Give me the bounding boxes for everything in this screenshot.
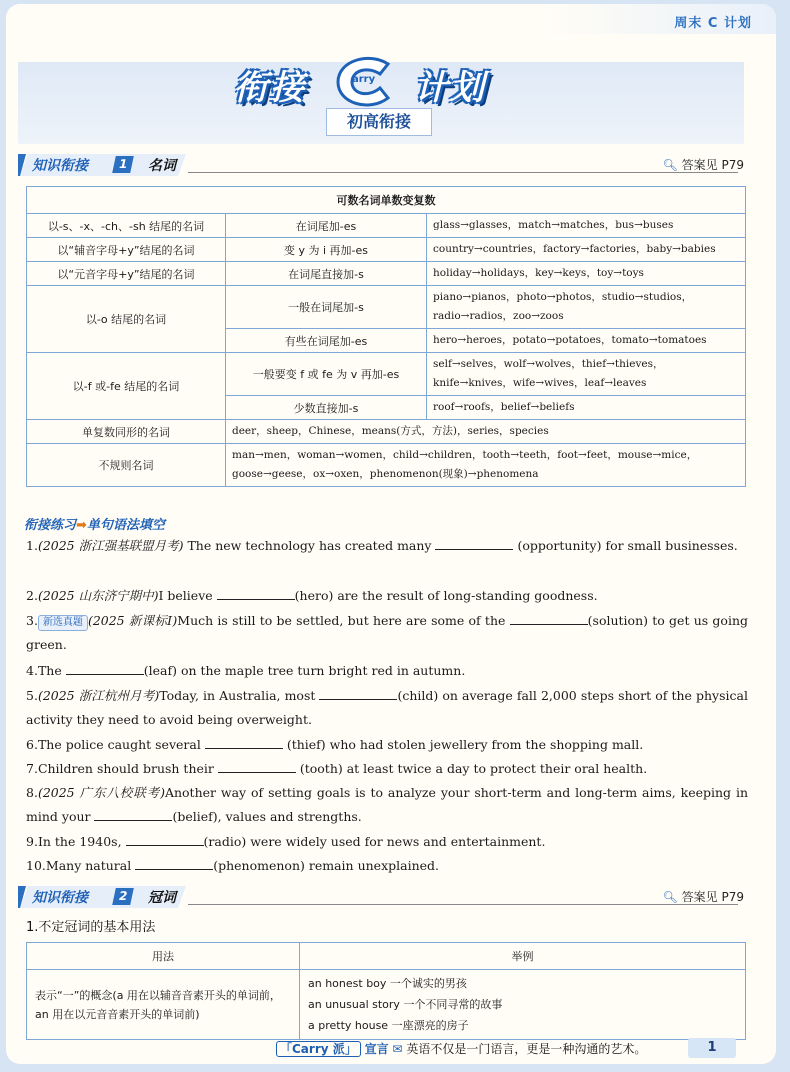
table-row: [27, 286, 746, 329]
logo-left-text: 衔接: [234, 68, 306, 108]
section2-answer: [663, 888, 744, 905]
question-hint: (solution): [587, 613, 648, 628]
question-text: were widely used for news and entertainment.: [250, 834, 546, 849]
table-row: [27, 214, 746, 238]
table-cell: 不规则名词: [27, 444, 226, 487]
table-row: [27, 262, 746, 286]
answer-blank[interactable]: [205, 734, 283, 749]
question-source: (2025 浙江杭州月考): [37, 688, 160, 703]
question-1: [26, 534, 748, 558]
question-number: 2.: [26, 588, 38, 603]
question-source: (2025 山东济宁期中): [37, 588, 159, 603]
question-text: at least twice a day to protect their oral health.: [346, 761, 648, 776]
table-row: [27, 970, 746, 1040]
table-cell: 在词尾加-es: [226, 214, 427, 238]
page: [6, 4, 776, 1064]
logo-carry-text: arry: [352, 74, 376, 85]
example-en: a pretty house: [308, 1019, 389, 1032]
table-cell: [427, 286, 746, 329]
question-hint: (child): [397, 688, 439, 703]
table-cell: deer，sheep，Chinese，means(方式，方法)，series，species: [226, 420, 746, 444]
question-hint: (phenomenon): [213, 858, 305, 873]
question-number: 9.: [26, 834, 38, 849]
section2-answer-text: 答案见 P79: [681, 890, 744, 904]
section1-tag-label: 知识衔接: [32, 158, 88, 174]
table-row: [27, 444, 746, 487]
example-line: [308, 1015, 737, 1036]
usage-cell: 表示“一”的概念(a 用在以辅音音素开头的单词前，an 用在以元音音素开头的单词前): [27, 970, 300, 1040]
question-text: The new technology has created many: [187, 538, 432, 553]
table-cell: hero→heroes，potato→potatoes，tomato→tomatoes: [427, 329, 746, 353]
question-hint: (radio): [203, 834, 247, 849]
section2-tag: [18, 886, 186, 908]
table-cell: 以-f 或-fe 结尾的名词: [27, 353, 226, 420]
question-8: [26, 781, 748, 829]
question-number: 4.: [26, 663, 38, 678]
section1-number: 1: [112, 156, 134, 173]
question-number: 7.: [26, 761, 38, 776]
article-usage-table: [26, 942, 746, 1040]
question-number: 3.: [26, 613, 38, 628]
question-text: on the maple tree turn bright red in autumn.: [180, 663, 466, 678]
exercise-title: [24, 514, 165, 533]
answer-blank[interactable]: [135, 855, 213, 870]
table-cell: 一般要变 f 或 fe 为 v 再加-es: [226, 353, 427, 396]
table-row: [27, 353, 746, 396]
question-text: who had stolen jewellery from the shopping mall.: [329, 737, 644, 752]
question-number: 6.: [26, 737, 38, 752]
table-row: [27, 238, 746, 262]
question-hint: (opportunity): [517, 538, 602, 553]
example-cell: [300, 970, 746, 1040]
cell-line: goose→geese，ox→oxen，phenomenon(现象)→phenomena: [232, 468, 539, 480]
question-10: [26, 854, 748, 878]
page-number: 1: [688, 1038, 736, 1058]
table-cell: 以“辅音字母+y”结尾的名词: [27, 238, 226, 262]
answer-blank[interactable]: [66, 660, 144, 675]
section2-tag-label: 知识衔接: [32, 890, 88, 906]
section1-header: [18, 154, 744, 176]
example-en: an honest boy: [308, 977, 387, 990]
question-9: [26, 830, 748, 854]
table-cell: 在词尾直接加-s: [226, 262, 427, 286]
question-source: (2025 新课标Ⅰ): [87, 613, 178, 628]
section2-title: 冠词: [148, 890, 176, 906]
table-cell: glass→glasses，match→matches，bus→buses: [427, 214, 746, 238]
question-text: The: [37, 663, 62, 678]
table-cell: [226, 444, 746, 487]
question-hint: (hero): [294, 588, 334, 603]
question-text: to get us going green.: [26, 613, 748, 652]
cell-line: piano→pianos，photo→photos，studio→studios，: [433, 291, 693, 303]
section2-divider: [188, 904, 738, 905]
question-number: 5.: [26, 688, 38, 703]
question-text: Another way of setting goals is to analyze your short-term and long-term aims, keeping in mind your: [26, 785, 748, 824]
table-cell: [427, 353, 746, 396]
answer-blank[interactable]: [217, 585, 295, 600]
table-cell: 有些在词尾加-es: [226, 329, 427, 353]
example-line: [308, 994, 737, 1015]
table-cell: 以-o 结尾的名词: [27, 286, 226, 353]
question-hint: (leaf): [143, 663, 177, 678]
answer-blank[interactable]: [319, 685, 397, 700]
table-cell: 以“元音字母+y”结尾的名词: [27, 262, 226, 286]
top-strip: [6, 4, 776, 34]
footer-brand: 「Carry 派」: [276, 1041, 361, 1057]
answer-blank[interactable]: [435, 535, 513, 550]
new-question-badge: 新选真题: [38, 615, 88, 631]
subtitle-box: [326, 108, 432, 136]
cell-line: radio→radios，zoo→zoos: [433, 310, 564, 322]
question-number: 1.: [26, 538, 38, 553]
column-header-usage: 用法: [27, 943, 300, 970]
exercise-title-b: 单句语法填空: [86, 518, 165, 533]
plural-rules-table: [26, 186, 746, 487]
section2-number: 2: [112, 888, 134, 905]
question-number: 10.: [26, 858, 46, 873]
table-header: 可数名词单数变复数: [27, 187, 746, 214]
example-line: [308, 973, 737, 994]
section2-subheading: 1.不定冠词的基本用法: [26, 920, 156, 935]
question-text: Many natural: [45, 858, 132, 873]
table-row: [27, 420, 746, 444]
section2-header: [18, 886, 744, 908]
question-text: The police caught several: [37, 737, 201, 752]
question-hint: (belief): [172, 809, 218, 824]
cell-line: knife→knives，wife→wives，leaf→leaves: [433, 377, 647, 389]
question-text: In the 1940s,: [37, 834, 122, 849]
question-text: Children should brush their: [37, 761, 214, 776]
table-cell: 以-s、-x、-ch、-sh 结尾的名词: [27, 214, 226, 238]
section1-tag: [18, 154, 186, 176]
question-hint: (thief): [286, 737, 326, 752]
search-icon: 🔍︎: [662, 890, 678, 904]
table-cell: roof→roofs，belief→beliefs: [427, 396, 746, 420]
example-zh: 一个诚实的男孩: [389, 977, 467, 990]
question-text: on average fall 2,000 steps short of the physical activity they need to avoid being overweight.: [26, 688, 748, 727]
section1-divider: [188, 172, 738, 173]
example-en: an unusual story: [308, 998, 400, 1011]
answer-blank[interactable]: [510, 610, 588, 625]
week-plan-label: 周末 C 计划: [674, 16, 752, 31]
table-cell: 少数直接加-s: [226, 396, 427, 420]
question-text: , values and strengths.: [217, 809, 362, 824]
question-4: [26, 659, 748, 683]
question-2: [26, 584, 748, 608]
question-text: for small businesses.: [605, 538, 738, 553]
question-3: [26, 609, 748, 657]
section1-answer: [663, 156, 744, 173]
section1-answer-text: 答案见 P79: [681, 158, 744, 172]
footer-motto-text: 英语不仅是一门语言，更是一种沟通的艺术。: [406, 1042, 647, 1056]
table-cell: 单复数同形的名词: [27, 420, 226, 444]
question-source: (2025 浙江强基联盟月考): [37, 538, 184, 553]
table-row: [27, 943, 746, 970]
question-number: 8.: [26, 785, 38, 800]
footer-motto: [276, 1040, 646, 1057]
table-cell: 变 y 为 i 再加-es: [226, 238, 427, 262]
question-text: Today, in Australia, most: [159, 688, 316, 703]
answer-blank[interactable]: [218, 758, 296, 773]
question-text: remain unexplained.: [308, 858, 439, 873]
banner-logo: [226, 54, 526, 110]
question-6: [26, 733, 748, 757]
example-zh: 一座漂亮的房子: [391, 1019, 469, 1032]
answer-blank[interactable]: [126, 831, 204, 846]
question-text: I believe: [158, 588, 213, 603]
table-cell: country→countries，factory→factories，baby→babies: [427, 238, 746, 262]
answer-blank[interactable]: [94, 806, 172, 821]
question-5: [26, 684, 748, 732]
search-icon: 🔍︎: [662, 158, 678, 172]
question-hint: (tooth): [299, 761, 343, 776]
question-source: (2025 广东八校联考): [37, 785, 165, 800]
logo-right-text: 计划: [414, 68, 486, 108]
question-text: Much is still to be settled, but here are some of the: [177, 613, 506, 628]
megaphone-icon: ✉︎: [392, 1042, 403, 1056]
exercise-title-a: 衔接练习: [24, 518, 77, 533]
cell-line: self→selves，wolf→wolves，thief→thieves，: [433, 358, 664, 370]
question-7: [26, 757, 748, 781]
example-zh: 一个不同寻常的故事: [403, 998, 503, 1011]
banner-subtitle: 初高衔接: [346, 112, 411, 131]
table-cell: holiday→holidays，key→keys，toy→toys: [427, 262, 746, 286]
cell-line: man→men，woman→women，child→children，tooth→teeth，foot→feet，mouse→mice，: [232, 449, 698, 461]
table-cell: 一般在词尾加-s: [226, 286, 427, 329]
question-text: are the result of long-standing goodness.: [337, 588, 598, 603]
arrow-right-icon: ➡: [76, 518, 87, 533]
column-header-example: 举例: [300, 943, 746, 970]
footer-label: 宣言: [364, 1042, 389, 1056]
section1-title: 名词: [148, 158, 176, 174]
